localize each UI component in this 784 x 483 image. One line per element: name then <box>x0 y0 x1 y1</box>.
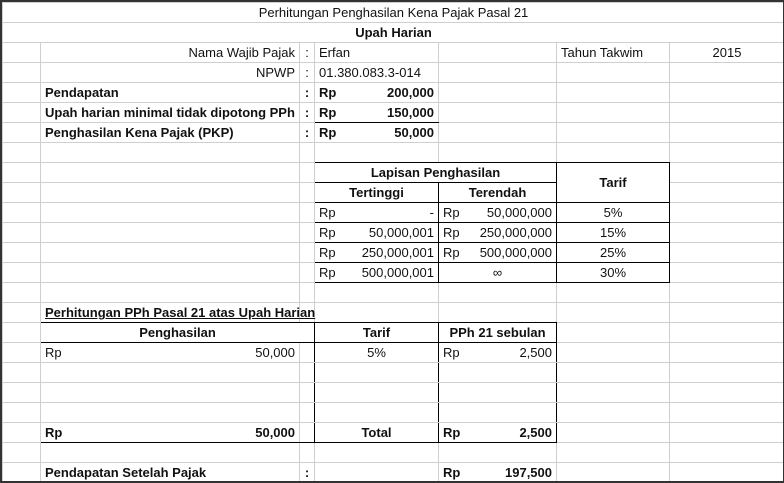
amount: 200,000 <box>387 85 434 100</box>
cell[interactable] <box>3 463 41 483</box>
bracket-rate[interactable]: 25% <box>557 243 670 263</box>
calc-rate-header[interactable]: Tarif <box>315 323 439 343</box>
cell[interactable] <box>3 243 41 263</box>
cell[interactable] <box>557 283 670 303</box>
cell[interactable] <box>557 463 670 483</box>
cell[interactable] <box>557 443 670 463</box>
npwp-label[interactable]: NPWP <box>41 63 300 83</box>
cell[interactable] <box>3 223 41 243</box>
amount: - <box>429 205 434 220</box>
cell[interactable] <box>3 383 41 403</box>
income-label[interactable]: Upah harian minimal tidak dipotong PPh <box>41 103 300 123</box>
cell[interactable] <box>41 283 300 303</box>
after-tax-value[interactable] <box>439 463 557 483</box>
cell[interactable] <box>557 383 670 403</box>
income-label[interactable]: Penghasilan Kena Pajak (PKP) <box>41 123 300 143</box>
cell[interactable] <box>670 83 784 103</box>
cell[interactable] <box>557 63 670 83</box>
cell[interactable] <box>300 423 315 443</box>
cell[interactable] <box>3 163 41 183</box>
cell[interactable] <box>300 223 315 243</box>
cell[interactable] <box>439 403 557 423</box>
bracket-row <box>3 223 784 243</box>
cell[interactable] <box>557 423 670 443</box>
amount: 2,500 <box>519 345 552 360</box>
cell[interactable] <box>670 123 784 143</box>
cell[interactable] <box>670 103 784 123</box>
bracket-low[interactable] <box>439 223 557 243</box>
bracket-row <box>3 243 784 263</box>
amount: 50,000 <box>394 125 434 140</box>
bracket-high[interactable] <box>315 203 439 223</box>
cell[interactable] <box>3 83 41 103</box>
cell[interactable] <box>557 103 670 123</box>
amount: 50,000,001 <box>368 225 434 240</box>
currency: Rp <box>319 205 336 220</box>
cell[interactable] <box>439 43 557 63</box>
cell[interactable] <box>670 423 784 443</box>
bracket-low[interactable]: ∞ <box>439 263 557 283</box>
cell[interactable] <box>670 383 784 403</box>
calc-income-header[interactable]: Penghasilan <box>41 323 315 343</box>
calc-income[interactable] <box>41 343 300 363</box>
currency: Rp <box>319 105 337 120</box>
amount: 50,000,000 <box>486 205 552 220</box>
currency: Rp <box>443 425 461 440</box>
cell[interactable] <box>557 303 670 323</box>
cell[interactable] <box>557 343 670 363</box>
cell[interactable] <box>670 343 784 363</box>
cell[interactable] <box>3 183 41 203</box>
amount: 50,000 <box>255 425 295 440</box>
cell[interactable] <box>670 223 784 243</box>
cell[interactable] <box>670 303 784 323</box>
currency: Rp <box>443 465 461 480</box>
cell[interactable] <box>300 363 315 383</box>
cell[interactable] <box>670 283 784 303</box>
total-income[interactable] <box>41 423 300 443</box>
cell[interactable] <box>670 463 784 483</box>
tax-sheet <box>2 2 784 483</box>
cell[interactable] <box>300 443 315 463</box>
cell[interactable] <box>557 83 670 103</box>
currency: Rp <box>319 265 336 280</box>
cell[interactable] <box>300 403 315 423</box>
npwp-value[interactable]: 01.380.083.3-014 <box>315 63 439 83</box>
cell[interactable] <box>3 283 41 303</box>
cell[interactable] <box>300 243 315 263</box>
colon[interactable]: : <box>300 63 315 83</box>
colon[interactable]: : <box>300 123 315 143</box>
calc-title[interactable]: Perhitungan PPh Pasal 21 atas Upah Harian <box>41 303 300 323</box>
bracket-rate[interactable]: 30% <box>557 263 670 283</box>
cell[interactable] <box>439 383 557 403</box>
calc-row <box>3 343 784 363</box>
bracket-row <box>3 263 784 283</box>
cell[interactable] <box>3 203 41 223</box>
cell[interactable] <box>439 63 557 83</box>
cell[interactable] <box>41 263 300 283</box>
cell[interactable] <box>557 363 670 383</box>
currency: Rp <box>45 345 62 360</box>
amount: 500,000,000 <box>479 245 552 260</box>
after-tax-row <box>3 463 784 483</box>
currency: Rp <box>443 245 460 260</box>
cell[interactable] <box>439 123 557 143</box>
currency: Rp <box>319 125 337 140</box>
currency: Rp <box>319 225 336 240</box>
income-label[interactable]: Pendapatan <box>41 83 300 103</box>
bracket-high[interactable] <box>315 243 439 263</box>
cell[interactable] <box>300 343 315 363</box>
cell[interactable] <box>439 283 557 303</box>
cell[interactable] <box>315 363 439 383</box>
bracket-rate[interactable]: 5% <box>557 203 670 223</box>
row-nama <box>3 43 784 63</box>
cell[interactable] <box>315 443 439 463</box>
cell[interactable] <box>670 63 784 83</box>
cell[interactable] <box>670 443 784 463</box>
income-value[interactable] <box>315 103 439 123</box>
cell[interactable] <box>315 463 439 483</box>
cell[interactable] <box>670 363 784 383</box>
bracket-high[interactable] <box>315 263 439 283</box>
cell[interactable] <box>439 83 557 103</box>
row-pendapatan <box>3 83 784 103</box>
cell[interactable] <box>300 143 315 163</box>
bracket-high-header[interactable]: Tertinggi <box>315 183 439 203</box>
nama-label[interactable]: Nama Wajib Pajak <box>41 43 300 63</box>
cell[interactable] <box>670 183 784 203</box>
cell[interactable] <box>315 403 439 423</box>
income-value[interactable] <box>315 123 439 143</box>
cell[interactable] <box>670 403 784 423</box>
amount: 250,000,001 <box>361 245 434 260</box>
cell[interactable] <box>3 363 41 383</box>
row-pkp <box>3 123 784 143</box>
cell[interactable] <box>3 123 41 143</box>
cell[interactable] <box>3 343 41 363</box>
cell[interactable] <box>41 403 300 423</box>
cell[interactable] <box>439 443 557 463</box>
cell[interactable] <box>3 263 41 283</box>
currency: Rp <box>319 245 336 260</box>
cell[interactable] <box>3 443 41 463</box>
cell[interactable] <box>315 303 439 323</box>
income-value[interactable] <box>315 83 439 103</box>
cell[interactable] <box>300 263 315 283</box>
tahun-value[interactable]: 2015 <box>670 43 784 63</box>
colon[interactable]: : <box>300 83 315 103</box>
cell[interactable] <box>300 203 315 223</box>
bracket-low[interactable] <box>439 243 557 263</box>
cell[interactable] <box>670 163 784 183</box>
calc-tax[interactable] <box>439 343 557 363</box>
cell[interactable] <box>670 203 784 223</box>
amount: 197,500 <box>505 465 552 480</box>
cell[interactable] <box>315 383 439 403</box>
amount: 50,000 <box>255 345 295 360</box>
cell[interactable] <box>41 363 300 383</box>
cell[interactable] <box>670 243 784 263</box>
cell[interactable] <box>439 363 557 383</box>
after-tax-label[interactable]: Pendapatan Setelah Pajak <box>41 463 300 483</box>
cell[interactable] <box>41 243 300 263</box>
bracket-header[interactable]: Lapisan Penghasilan <box>315 163 557 183</box>
cell[interactable] <box>3 423 41 443</box>
currency: Rp <box>45 425 63 440</box>
cell[interactable] <box>439 143 557 163</box>
colon[interactable]: : <box>300 463 315 483</box>
cell[interactable] <box>3 43 41 63</box>
bracket-rate[interactable]: 15% <box>557 223 670 243</box>
calc-rate[interactable]: 5% <box>315 343 439 363</box>
cell[interactable] <box>3 303 41 323</box>
sheet-subtitle[interactable]: Upah Harian <box>3 23 784 43</box>
cell[interactable] <box>41 443 300 463</box>
cell[interactable] <box>41 183 300 203</box>
bracket-low[interactable] <box>439 203 557 223</box>
cell[interactable] <box>670 323 784 343</box>
cell[interactable] <box>3 63 41 83</box>
cell[interactable] <box>41 203 300 223</box>
cell[interactable] <box>41 163 300 183</box>
cell[interactable] <box>439 303 557 323</box>
bracket-rate-header[interactable]: Tarif <box>557 163 670 203</box>
cell[interactable] <box>670 143 784 163</box>
cell[interactable] <box>3 143 41 163</box>
cell[interactable] <box>41 223 300 243</box>
cell[interactable] <box>300 163 315 183</box>
colon[interactable]: : <box>300 43 315 63</box>
cell[interactable] <box>41 383 300 403</box>
amount: 500,000,001 <box>361 265 434 280</box>
cell[interactable] <box>300 383 315 403</box>
row-upah-minimal <box>3 103 784 123</box>
cell[interactable] <box>3 103 41 123</box>
currency: Rp <box>443 345 460 360</box>
cell[interactable] <box>439 103 557 123</box>
bracket-low-header[interactable]: Terendah <box>439 183 557 203</box>
bracket-row <box>3 203 784 223</box>
cell[interactable] <box>557 323 670 343</box>
bracket-high[interactable] <box>315 223 439 243</box>
sheet-title[interactable]: Perhitungan Penghasilan Kena Pajak Pasal 21 <box>3 3 784 23</box>
cell[interactable] <box>315 143 439 163</box>
nama-value[interactable]: Erfan <box>315 43 439 63</box>
row-npwp <box>3 63 784 83</box>
amount: 250,000,000 <box>479 225 552 240</box>
cell[interactable] <box>315 283 439 303</box>
currency: Rp <box>443 225 460 240</box>
total-label[interactable]: Total <box>315 423 439 443</box>
cell[interactable] <box>670 263 784 283</box>
cell[interactable] <box>300 283 315 303</box>
cell[interactable] <box>3 403 41 423</box>
amount: 150,000 <box>387 105 434 120</box>
cell[interactable] <box>300 183 315 203</box>
cell[interactable] <box>557 143 670 163</box>
currency: Rp <box>319 85 337 100</box>
cell[interactable] <box>41 143 300 163</box>
calc-tax-header[interactable]: PPh 21 sebulan <box>439 323 557 343</box>
currency: Rp <box>443 205 460 220</box>
colon[interactable]: : <box>300 103 315 123</box>
tahun-label[interactable]: Tahun Takwim <box>557 43 670 63</box>
cell[interactable] <box>3 323 41 343</box>
cell[interactable] <box>557 123 670 143</box>
cell[interactable] <box>557 403 670 423</box>
calc-total-row <box>3 423 784 443</box>
total-tax[interactable] <box>439 423 557 443</box>
amount: 2,500 <box>519 425 552 440</box>
